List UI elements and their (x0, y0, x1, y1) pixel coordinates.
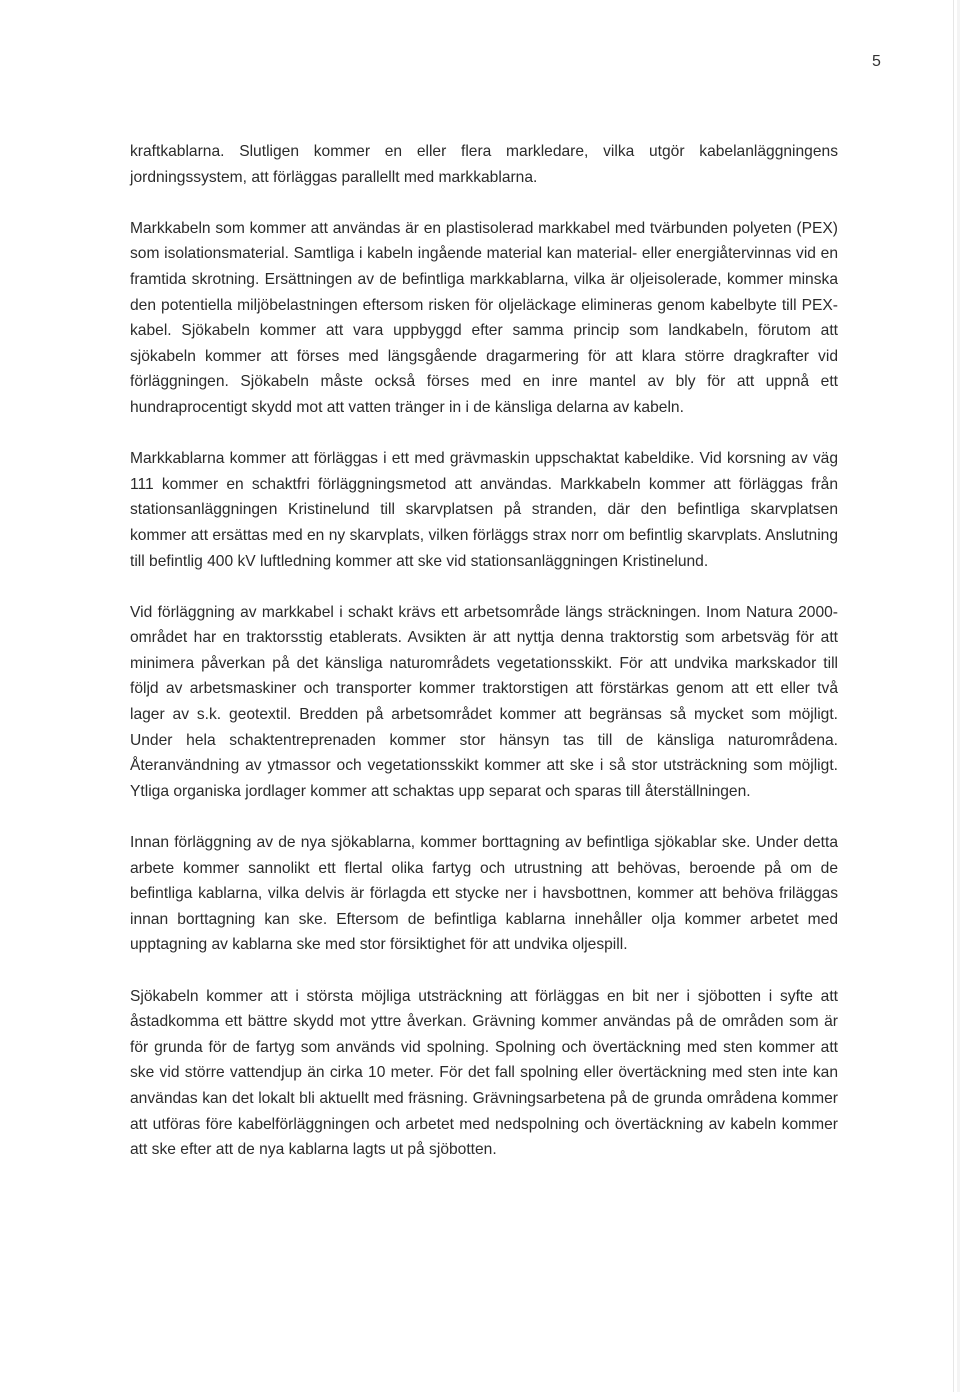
paragraph-4: Vid förläggning av markkabel i schakt krävs ett arbetsområde längs sträckningen. Inom Natura 2000-området har en traktorsstig etablerats. Avsikten är att nyttja denna traktorstig som arbetsväg för att minimera påverkan på det känsliga naturområdets vegetationsskikt. För att undvika markskador till följd av arbetsmaskiner och transporter kommer traktorstigen att förstärkas genom att ett eller två lager av s.k. geotextil. Bredden på arbetsområdet kommer att begränsas så mycket som möjligt. Under hela schaktentreprenaden kommer stor hänsyn tas till de känsliga naturområdena. Återanvändning av ytmassor och vegetationsskikt kommer att ske i så stor utsträckning som möjligt. Ytliga organiska jordlager kommer att schaktas upp separat och sparas till återställningen. (130, 603, 838, 800)
page-number: 5 (872, 53, 881, 70)
paragraph-2: Markkabeln som kommer att användas är en plastisolerad markkabel med tvärbunden polyeten (PEX) som isolationsmaterial. Samtliga i kabeln ingående material kan material- eller energiåtervinnas vid en framtida skrotning. Ersättningen av de befintliga markkablarna, vilka är oljeisolerade, kommer minska den potentiella miljöbelastningen eftersom risken för oljeläckage elimineras genom kabelbyte till PEX-kabel. Sjökabeln kommer att vara uppbyggd efter samma princip som landkabeln, förutom att sjökabeln kommer att förses med längsgående dragarmering för att klara större dragkrafter vid förläggningen. Sjökabeln måste också förses med en inre mantel av bly för att uppnå ett hundraprocentigt skydd mot att vatten tränger in i de känsliga delarna av kabeln. (130, 219, 838, 416)
paragraph-1: kraftkablarna. Slutligen kommer en eller flera markledare, vilka utgör kabelanläggningens jordningssystem, att förläggas parallellt med markkablarna. (130, 143, 838, 186)
paragraph-6: Sjökabeln kommer att i största möjliga utsträckning att förläggas en bit ner i sjöbotten i syfte att åstadkomma ett bättre skydd mot yttre åverkan. Grävning kommer användas på de områden som är för grunda för de fartyg som används vid spolning. Spolning och övertäckning med sten kommer att ske vid större vattendjup än cirka 10 meter. För det fall spolning eller övertäckning med sten inte kan användas kan det lokalt bli aktuellt med fräsning. Grävningsarbetena på de grunda områdena kommer att utföras före kabelförläggningen och arbetet med nedspolning och övertäckning av kabeln kommer att ske efter att de nya kablarna lagts ut på sjöbotten. (130, 987, 838, 1159)
body-text (130, 139, 838, 1163)
paragraph-5: Innan förläggning av de nya sjökablarna, kommer borttagning av befintliga sjökablar ske. Under detta arbete kommer sannolikt ett flertal olika fartyg och utrustning att behövas, beroende på om de befintliga kablarna, vilka delvis är förlagda ett stycke ner i havsbottnen, kommer att behöva friläggas innan borttagning kan ske. Eftersom de befintliga kablarna innehåller olja kommer arbetet med upptagning av kablarna ske med stor försiktighet för att undvika oljespill. (130, 834, 838, 954)
paragraph-3: Markkablarna kommer att förläggas i ett med grävmaskin uppschaktat kabeldike. Vid korsning av väg 111 kommer en schaktfri förläggningsmetod att användas. Markkabeln kommer att förläggas från stationsanläggningen Kristinelund till skarvplatsen på stranden, där den befintliga skarvplatsen kommer att ersättas med en ny skarvplats, vilken förläggs strax norr om befintlig skarvplats. Anslutning till befintlig 400 kV luftledning kommer att ske vid stationsanläggningen Kristinelund. (130, 450, 838, 570)
scan-edge-line (953, 0, 954, 1392)
